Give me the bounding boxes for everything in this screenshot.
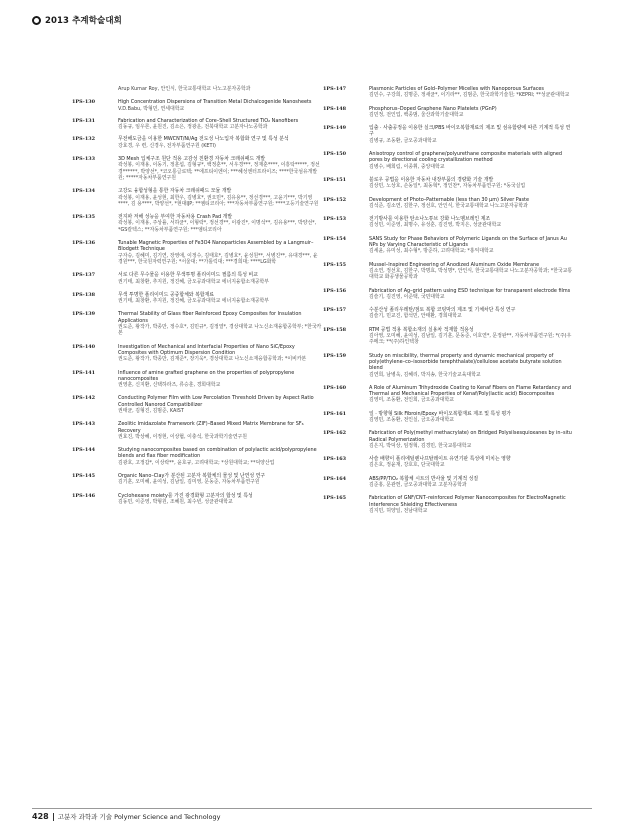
entry-authors: 김슬기, 김진영, 이준택, 국민대학교 [369,293,445,300]
entry-title: 블로우 공법을 이용한 자동차 내장부품의 경량화 기술 개발 [369,176,494,183]
entry-code: 1PS-135 [72,214,96,221]
entry-code: 1PS-161 [323,410,347,417]
entry-authors: 김은호, 정윤재, 강호호, 단국대학교 [369,462,445,469]
entry-authors: 강효경, 우 련, 신경우, 전자부품연구원 (KETI) [118,142,216,149]
abstract-entry [323,411,573,424]
abstract-entry [323,151,573,170]
entry-authors: 김영민, 조동환, 전인실, 금오공과대학교 [369,416,454,423]
entry-code: 1PS-133 [72,156,96,163]
entry-authors: 김상민, 노상호, 손동일*, 최동혁*, 정인찬*, 자동차부품연구원; *동국실업 [369,183,526,190]
entry-authors: 권태균, 김형진, 김범준, KAIST [118,407,184,414]
abstract-entry [323,327,573,346]
entry-title: Study on miscibility, thermal property and dynamic mechanical property of poly(ethylene–co–isosorbide terephthalate)/cellulose acetate butyrate solution blend [369,352,562,372]
footer-separator [53,813,54,821]
entry-authors: 권기태, 최창환, 추지원, 정진혜, 금오공과대학교 에너지융합소재공학부 [118,298,269,305]
entry-code: 1PS-131 [72,117,96,124]
entry-authors: 김석준, 김소연, 김한구, 정선호, 안인식, 한국교통대학교 나노고분자공학과 [369,202,528,209]
entry-authors: 김연희, 남병욱, 김혜리, 박지송, 한국기술교육대학교 [369,371,481,378]
entry-code: 1PS-154 [323,235,347,242]
entry-title: Anisotropy control of graphene/polyurethane composite materials with aligned pores by directional cooling crystallization method [369,151,563,164]
entry-authors: 권도준, 왕작가, 박종만, 정수호*, 김민규*, 김정열*, 경상대학교 나노신소재융합공학부; *한국카본 [118,324,322,337]
entry-code: 1PS-136 [72,240,96,247]
entry-authors: 김광호, 고정갑*, 이상락**, 윤호규, 고려대학교; *상원대학교; **덕양산업 [118,459,275,466]
abstract-entry [72,99,322,112]
entry-code: 1PS-156 [323,287,347,294]
abstract-entry [72,156,322,181]
entry-authors: 김병수, 배희림, 이종휘, 중앙대학교 [369,163,445,170]
page-header-title: 2013 추계학술대회 [45,16,122,26]
entry-code: 1PS-158 [323,326,347,333]
entry-title: Fabrication of GNF/CNT–reinforced Polymer Nanocomposites for ElectroMagnetic Interference Shielding Effectiveness [369,495,566,508]
entry-title: Mussel–Inspired Engineering of Anodized Aluminum Oxide Membrane [369,261,540,268]
abstract-entry [323,430,573,449]
abstract-entry [72,421,322,440]
entry-title: Development of Photo–Patternable (less than 30 μm) Silver Paste [369,196,529,203]
entry-code: 1PS-140 [72,343,96,350]
entry-title: Zeolitic Imidazolate Framework (ZIF)–Based Mixed Matrix Membrane for SF₆ Recovery [118,421,304,434]
abstract-entry [72,240,322,265]
entry-authors: Arup Kumar Roy, 안인식, 한국교통대학교 나노고분자공학과 [118,86,251,92]
entry-title: 수분산성 폴리우레탄/점토 복합 코팅막의 제조 및 기체차단 특성 연구 [369,307,516,314]
entry-code: 1PS-164 [323,475,347,482]
entry-code: 1PS-152 [323,196,347,203]
entry-code: 1PS-159 [323,352,347,359]
ring-bullet-icon [32,16,41,25]
entry-code: 1PS-153 [323,216,347,223]
abstract-entry [72,493,322,506]
entry-code: 1PS-145 [72,473,96,480]
entry-code: 1PS-144 [72,447,96,454]
entry-code: 1PS-139 [72,311,96,318]
entry-title: Fabrication of Poly(methyl methacrylate) on Bridged Polysilsesquioxanes by in–situ Radical Polymerization [369,430,572,443]
abstract-entry [323,216,573,229]
entry-title: Conducting Polymer Film with Low Percolation Threshold Driven by Aspect Ratio Controlled Nanorod Compatibilizer [118,395,314,408]
abstract-entry [72,188,322,207]
abstract-entry [323,86,573,99]
abstract-entry [72,344,322,363]
entry-title: 무전해도금을 이용한 MWCNT/Ni/Ag 전도성 나노입자 복합화 연구 및 특성 분석 [118,136,289,143]
entry-authors: 김동민, 이준영, 박형원, 조혜원, 최수빈, 성균관대학교 [118,498,233,505]
abstract-entry [72,136,322,149]
entry-code: 1PS-150 [323,151,347,158]
entry-code: 1PS-147 [323,86,347,92]
entry-authors: 권도준, 왕작가, 박종만, 김재준*, 장기욱*, 경상대학교 나노신소재융합공학과; *이비카본 [118,356,307,363]
entry-code: 1PS-157 [323,307,347,314]
entry-title: 전기방사를 이용한 탄소나노튜브 강화 나노멤브레인 제조 [369,216,491,223]
entry-title: ABS/PP/TiO₂ 복합체 시트의 반사율 및 기계적 성질 [369,475,479,482]
entry-title: A Role of Aluminum Trihydroxide Coating to Kenaf Fibers on Flame Retardancy and Thermal and Mechanical Properties of Kenaf/Poly(lactic acid) Biocomposites [369,384,572,398]
entry-title: 입출 · 사출공정을 이용한 실크/PBS 바이오복합재료의 제조 및 섬유함량에 따른 기계적 특성 연구 [369,125,571,138]
entry-code: 1PS-141 [72,369,96,376]
entry-code: 1PS-142 [72,395,96,402]
entry-authors: V.D.Babu, 박형민, 연세대학교 [118,105,185,112]
entry-authors: 구자승, 김혜미, 김기연, 장영애, 이정수, 김태호*, 김병호*, 윤성원**, 서병진**, 유대경***, 윤경원***, 한국원자력연구원; *서울대; **가톨릭대; ***경희대; ****LG화학 [118,252,318,265]
abstract-entry [72,473,322,486]
entry-code: 1PS-165 [323,495,347,502]
entry-authors: 김소연, 정선호, 김한구, 박명효, 박성명*, 안인식, 한국교통대학교 나노고분자공학과; *한국교통대학교 화공생물공학과 [369,267,573,281]
abstract-entry [323,353,573,378]
entry-authors: 김동규, 임우론, 윤원진, 김소은, 정광운, 전북대학교 고분자나노공학과 [118,124,268,131]
entry-title: Organic Nano–Clay가 분산된 고분자 복합체의 물성 및 난연성 연구 [118,473,266,480]
entry-authors: 권영훈, 신지환, 신택하라즈, 류승훈, 경희대학교 [118,382,221,389]
entry-code: 1PS-151 [323,176,347,183]
entry-title: RTM 공법 적용 복합소재의 실용차 적재함 적용성 [369,326,474,333]
entry-title: 서로 다른 무수물을 이용한 무색투명 폴리이미드 필름의 특성 비교 [118,272,258,279]
entry-title: 무색 투명한 폴리이미드 공중합체와 복합재료 [118,291,214,298]
entry-authors: 곽성봉, 이재용, 주상률, 서하균*, 이형락*, 정선경**, 이광진*, 이명석**, 김유용***, 박양선*, *GS칼텍스; **자동차부품연구원; ***엠티코리아 [118,220,317,233]
entry-code: 1PS-163 [323,456,347,463]
entry-authors: 곽성봉, 이재용, 윤성현, 최한우, 김병호*, 권오민*, 김유용**, 정선경***, 고윤기***, 박기영****, 김 용****, 박양선*, *현대IJP; **엠티코리아; ***자동차부품연구원; ****고등기술연구원 [118,194,319,207]
abstract-entry [323,288,573,301]
entry-code: 1PS-143 [72,421,96,428]
abstract-entry [323,456,573,469]
abstract-entry [72,86,322,92]
entry-code: 1PS-130 [72,99,96,106]
footer-divider [32,808,592,809]
abstract-entry [72,395,322,414]
entry-code: 1PS-137 [72,272,96,279]
entry-title: 일 · 방향형 Silk Fibroin/Epoxy 바이오복합재료 제조 및 특성 평가 [369,410,511,417]
entry-title: Investigation of Mechanical and Interfacial Properties of Nano SiC/Epoxy Composites with Optimum Dispersion Condition [118,343,295,356]
entry-code: 1PS-148 [323,105,347,112]
abstract-entry [323,495,573,514]
abstract-entry [323,476,573,489]
entry-title: 고강도 융합성형을 통한 자동차 크래쉬패드 모듈 개발 [118,188,232,195]
entry-code: 1PS-162 [323,430,347,437]
abstract-entry [72,370,322,389]
journal-name: 고분자 과학과 기술 Polymer Science and Technology [57,813,221,821]
entry-authors: 김아영, 오미혜, 윤여성, 김남일, 김기훈, 문동준, 이호연*, 문정완**, 자동차부품연구원; *(주)우주메크; **(주)하인텍창 [369,333,572,346]
entry-authors: 김슬기, 민교진, 함석민, 안태환, 경희대학교 [369,313,462,320]
entry-title: Phosphorus–Doped Graphene Nano Platelets (PGnP) [369,105,497,112]
entry-title: 전지파 저해 성능을 부여한 자동차용 Crash Pad 개발 [118,214,233,221]
page-number: 428 [32,812,49,821]
entry-code: 1PS-138 [72,291,96,298]
entry-authors: 권효진, 박상혜, 이정현, 이상협, 이충석, 한국과학기술연구원 [118,433,247,440]
entry-title: Studying nanocomposites based on combination of polylactic acid/polypropylene blends and flax fiber modification [118,447,317,460]
entry-title: Cyclohexane moiety를 가진 광경화형 고분자의 합성 및 특성 [118,492,253,499]
entry-authors: 김준홍, 문관헌, 금오공과대학교 고분자공학과 [369,482,467,489]
abstract-entry [72,214,322,233]
entry-authors: 권기태, 최창환, 추지원, 정진혜, 금오공과대학교 에너지융합소재공학부 [118,278,269,285]
entry-authors: 김병규, 조동환, 금오공과대학교 [369,137,437,144]
abstract-entry [72,311,322,336]
entry-code: 1PS-155 [323,261,347,268]
page-header [32,13,122,27]
entry-title: Tunable Magnetic Properties of Fe3O4 Nanoparticles Assembled by a Langmuir–Blodgett Technique [118,240,314,253]
entry-authors: 김세윤, 유미성, 최수형*, 방준하, 고려대학교; *홍익대학교 [369,248,494,255]
abstract-entry [72,118,322,131]
entry-code: 1PS-160 [323,384,347,391]
entry-title: SANS Study for Phase Behaviors of Polymeric Ligands on the Surface of Janus Au NPs by Varying Characteristic of Ligands [369,235,567,249]
entry-title: Plasmonic Particles of Gold–Polymer Micelles with Nanoporous Surfaces [369,86,544,92]
entry-code: 1PS-132 [72,136,96,143]
right-column [323,86,573,514]
left-column [72,86,322,505]
abstract-entry [323,125,573,144]
abstract-entry [72,292,322,305]
abstract-entry [323,197,573,210]
entry-authors: 김성민, 이준영, 최명수, 유성훈, 김진영, 박지은, 성균관대학교 [369,222,502,229]
abstract-entry [323,236,573,255]
entry-authors: 김은지, 박덕상, 임정혁, 김경민, 한국교통대학교 [369,442,472,449]
entry-code: 1PS-134 [72,188,96,195]
abstract-entry [72,272,322,285]
abstract-entry [72,447,322,466]
abstract-entry [323,307,573,320]
entry-authors: 김영미, 조동환, 전인희, 금오공과대학교 [369,397,454,404]
abstract-entry [323,385,573,404]
entry-authors: 김민정, 전인업, 백종범, 울산과학기술대학교 [369,111,464,118]
page-footer [32,812,221,821]
abstract-entry [323,262,573,281]
entry-title: Fabrication and Characterization of Core–Shell Structured TiO₂ Nanofibers [118,117,299,124]
entry-title: Thermal Stability of Glass fiber Reinforced Epoxy Composites for Insulation Applications [118,311,302,324]
entry-code: 1PS-146 [72,492,96,499]
entry-authors: 곽성봉, 이재용, 이동기, 정훈섭, 김형규*, 백정훈**, 서우경***, 정재훈****, 이흥탁*****, 정선경******, 박양선*, *코오롱글로텍; **에프티이엔이; ***혜성엔터프라이즈; ****한국섬유개발원; *****자동차부품연구원 [118,162,320,181]
abstract-entry [323,177,573,190]
entry-code: 1PS-149 [323,125,347,132]
abstract-entry [323,106,573,119]
entry-title: Influence of amine grafted graphene on the properties of polypropylene nanocomposites [118,369,295,382]
entry-authors: 김기훈, 오미혜, 윤여성, 김남일, 김미영, 문동준, 자동차부품연구원 [118,479,260,486]
entry-authors: 김민수, 구강희, 김명준, 정새균*, 이기라**, 김범준, 한국과학기술원; *KEPRI; **성균관대학교 [369,92,570,99]
entry-authors: 김지민, 허양일, 전남대학교 [369,507,428,514]
entry-title: 사슬 배향이 폴리에틸렌나프탈레이트 유연기판 특성에 미치는 영향 [369,456,511,463]
entry-title: High Concentration Dispersions of Transition Metal Dichalcogenide Nanosheets [118,99,312,106]
entry-title: Fabrication of Ag–grid pattern using ESD technique for transparent electrode films [369,287,571,294]
entry-title: 3D Mesh 입체구조 원단 적용 고감성 친환경 자동차 크래쉬패드 개발 [118,156,266,163]
